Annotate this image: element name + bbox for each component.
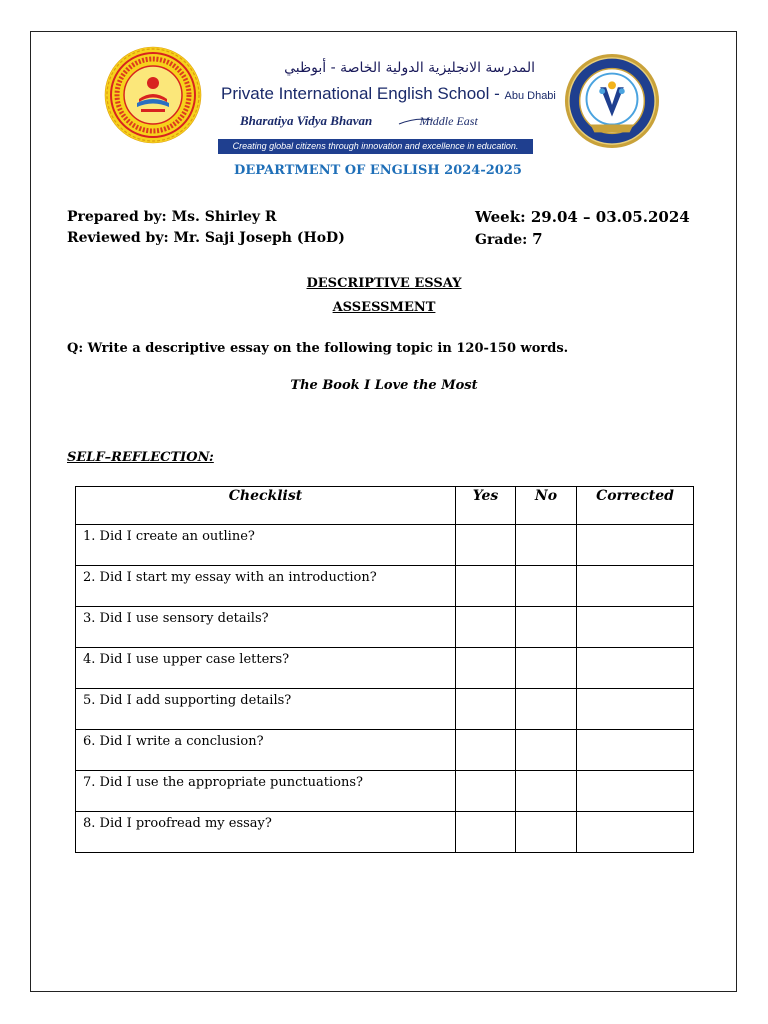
yes-cell[interactable]: [456, 648, 516, 689]
checklist-item: 8. Did I proofread my essay?: [76, 812, 456, 853]
self-reflection-heading: SELF–REFLECTION:: [67, 450, 214, 465]
school-name-arabic: المدرسة الانجليزية الدولية الخاصة - أبوظبي: [284, 60, 535, 76]
header-no: No: [516, 487, 577, 525]
bvb-crest-logo: [563, 52, 661, 150]
corrected-cell[interactable]: [577, 648, 694, 689]
grade-value: 7: [532, 230, 543, 248]
school-seal-logo: [103, 45, 203, 145]
checklist-item: 2. Did I start my essay with an introduction?: [76, 566, 456, 607]
checklist-item: 5. Did I add supporting details?: [76, 689, 456, 730]
grade: [475, 230, 543, 248]
yes-cell[interactable]: [456, 566, 516, 607]
school-name: [221, 84, 556, 104]
checklist-item: 7. Did I use the appropriate punctuations?: [76, 771, 456, 812]
table-row: [76, 689, 694, 730]
checklist-header-row: [76, 487, 694, 525]
week-range: Week: 29.04 – 03.05.2024: [475, 208, 690, 226]
checklist-item: 3. Did I use sensory details?: [76, 607, 456, 648]
table-row: [76, 607, 694, 648]
tagline-bar: Creating global citizens through innovation and excellence in education.: [218, 139, 533, 154]
no-cell[interactable]: [516, 607, 577, 648]
no-cell[interactable]: [516, 812, 577, 853]
no-cell[interactable]: [516, 689, 577, 730]
school-city: Abu Dhabi: [504, 90, 556, 102]
no-cell[interactable]: [516, 730, 577, 771]
corrected-cell[interactable]: [577, 566, 694, 607]
yes-cell[interactable]: [456, 812, 516, 853]
no-cell[interactable]: [516, 525, 577, 566]
grade-label: Grade:: [475, 232, 528, 248]
corrected-cell[interactable]: [577, 812, 694, 853]
affiliation-name: Bharatiya Vidya Bhavan: [240, 113, 373, 128]
swoosh-icon: [398, 117, 434, 125]
reviewed-by: Reviewed by: Mr. Saji Joseph (HoD): [67, 230, 345, 246]
header-corrected: Corrected: [577, 487, 694, 525]
prepared-by: Prepared by: Ms. Shirley R: [67, 209, 277, 225]
checklist-table: [75, 486, 694, 853]
corrected-cell[interactable]: [577, 689, 694, 730]
yes-cell[interactable]: [456, 607, 516, 648]
corrected-cell[interactable]: [577, 525, 694, 566]
document-subtitle: ASSESSMENT: [332, 300, 436, 315]
checklist-item: 6. Did I write a conclusion?: [76, 730, 456, 771]
essay-question: Q: Write a descriptive essay on the following topic in 120-150 words.: [67, 341, 569, 356]
yes-cell[interactable]: [456, 689, 516, 730]
table-row: [76, 730, 694, 771]
no-cell[interactable]: [516, 648, 577, 689]
yes-cell[interactable]: [456, 730, 516, 771]
table-row: [76, 648, 694, 689]
table-row: [76, 771, 694, 812]
no-cell[interactable]: [516, 771, 577, 812]
essay-topic: The Book I Love the Most: [290, 378, 478, 393]
no-cell[interactable]: [516, 566, 577, 607]
corrected-cell[interactable]: [577, 730, 694, 771]
table-row: [76, 525, 694, 566]
affiliation: [240, 113, 478, 129]
header-checklist: Checklist: [76, 487, 456, 525]
corrected-cell[interactable]: [577, 607, 694, 648]
yes-cell[interactable]: [456, 771, 516, 812]
corrected-cell[interactable]: [577, 771, 694, 812]
affiliation-region: Middle East: [419, 114, 478, 128]
school-name-text: Private International English School -: [221, 84, 500, 103]
table-row: [76, 566, 694, 607]
document-title: DESCRIPTIVE ESSAY: [306, 276, 462, 291]
table-row: [76, 812, 694, 853]
checklist-item: 4. Did I use upper case letters?: [76, 648, 456, 689]
checklist-item: 1. Did I create an outline?: [76, 525, 456, 566]
yes-cell[interactable]: [456, 525, 516, 566]
department-heading: DEPARTMENT OF ENGLISH 2024-2025: [234, 163, 522, 178]
header-yes: Yes: [456, 487, 516, 525]
